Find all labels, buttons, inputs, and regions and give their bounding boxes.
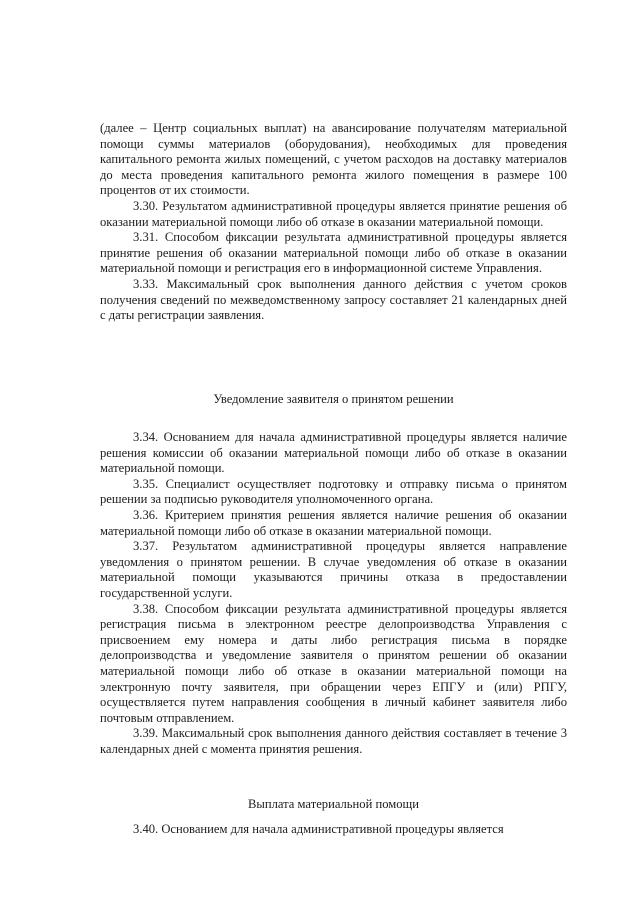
paragraph-3-35: 3.35. Специалист осуществляет подготовку и отправку письма о принятом решении за подписью руководителя уполномоченного органа.	[100, 476, 567, 507]
section-heading-payment: Выплата материальной помощи	[248, 797, 419, 811]
paragraph-3-40: 3.40. Основанием для начала административной процедуры является	[133, 822, 504, 836]
text-block-2	[100, 430, 567, 757]
paragraph-3-30: 3.30. Результатом административной процедуры является принятие решения об оказании материальной помощи либо об отказе в оказании материальной помощи.	[100, 198, 567, 229]
paragraph-3-31: 3.31. Способом фиксации результата административной процедуры является принятие решения об оказании материальной помощи либо об отказе в оказании материальной помощи и регистрация его в информационной системе Управления.	[100, 230, 567, 276]
paragraph-3-38: 3.38. Способом фиксации результата административной процедуры является регистрация письма в электронном реестре делопроизводства Управления с присвоением ему номера и даты либо регистрация письма в порядке делопроизводства и уведомление заявителя о принятом решении об оказании материальной помощи либо об отказе в оказании материальной помощи на электронную почту заявителя, при обращении через ЕПГУ и (или) РПГУ, осуществляется путем направления сообщения в личный кабинет заявителя либо почтовым отправлением.	[100, 601, 567, 725]
text-block-1	[100, 121, 567, 324]
text-block-3	[100, 822, 567, 838]
section-heading-notification: Уведомление заявителя о принятом решении	[213, 392, 454, 406]
paragraph-3-37: 3.37. Результатом административной процедуры является направление уведомления о принятом решении. В случае уведомления об отказе в оказании материальной помощи указываются причины отказа в предоставлении государственной услуги.	[100, 539, 567, 600]
paragraph-3-33: 3.33. Максимальный срок выполнения данного действия с учетом сроков получения сведений по межведомственному запросу составляет 21 календарных дней с даты регистрации заявления.	[100, 276, 567, 323]
paragraph-continuation: (далее – Центр социальных выплат) на авансирование получателям материальной помощи суммы материалов (оборудования), необходимых для проведения капитального ремонта жилых помещений, с учетом расходов на доставку материалов до места проведения капитального ремонта жилого помещения в размере 100 процентов от их стоимости.	[100, 121, 567, 198]
paragraph-3-36: 3.36. Критерием принятия решения является наличие решения об оказании материальной помощи либо об отказе в оказании материальной помощи.	[100, 507, 567, 538]
paragraph-3-39: 3.39. Максимальный срок выполнения данного действия составляет в течение 3 календарных дней с момента принятия решения.	[100, 726, 567, 756]
paragraph-3-34: 3.34. Основанием для начала административной процедуры является наличие решения комиссии об оказании материальной помощи либо об отказе в оказании материальной помощи.	[100, 430, 567, 476]
